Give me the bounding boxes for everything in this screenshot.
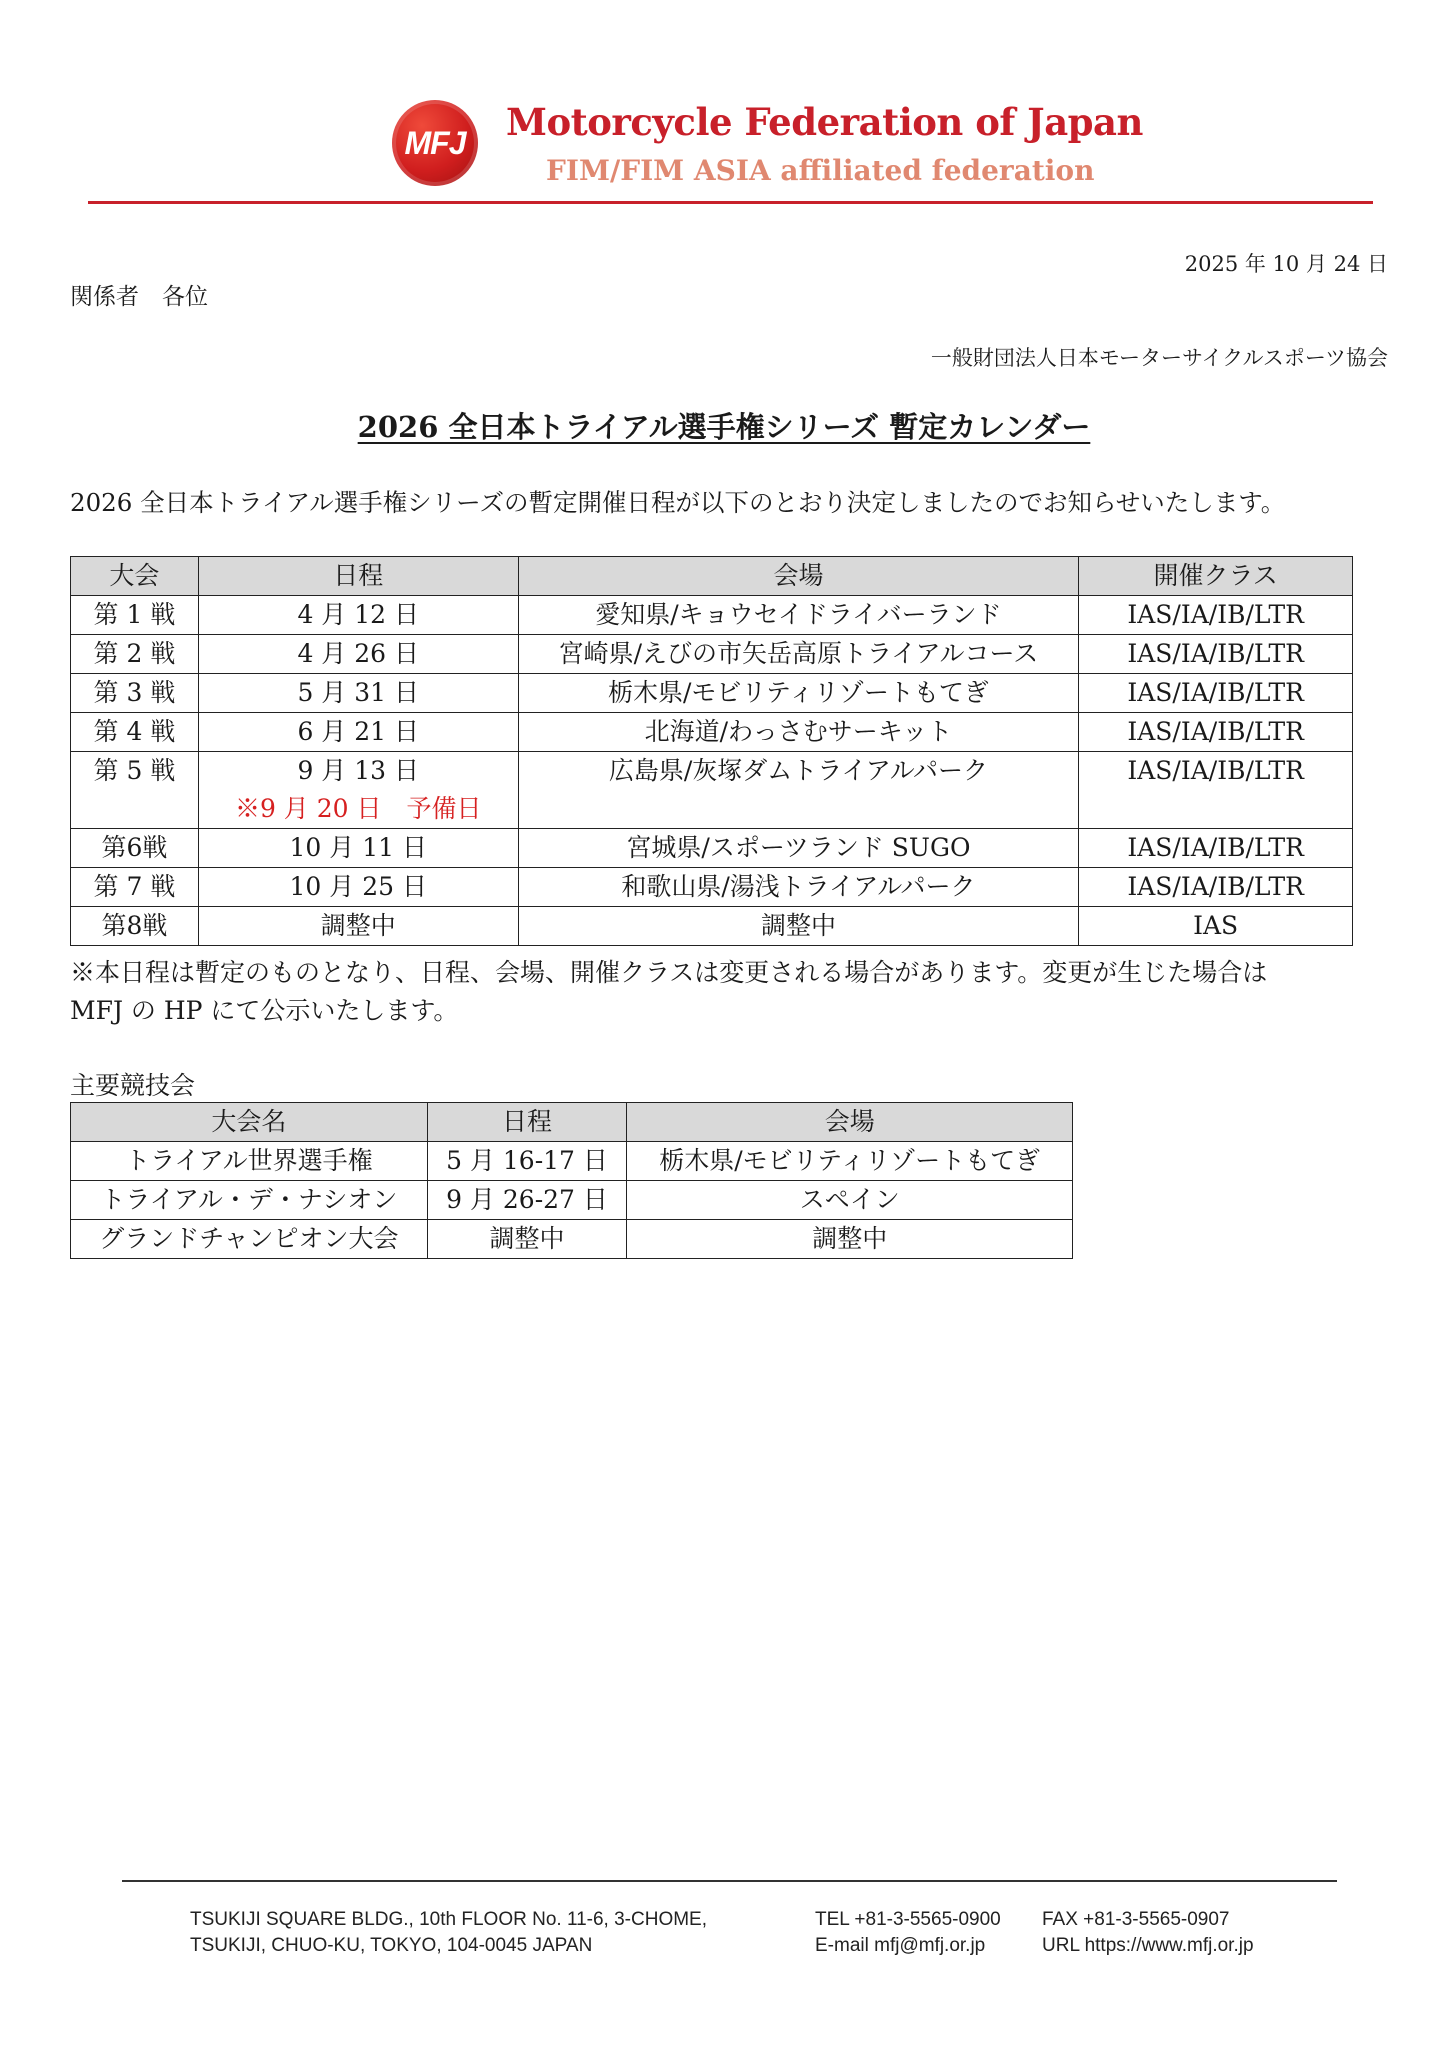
schedule-table xyxy=(70,556,1353,946)
date-cell: 調整中 xyxy=(198,907,518,946)
mfj-logo xyxy=(392,100,478,186)
classes-cell: IAS/IA/IB/LTR xyxy=(1079,635,1353,674)
date-cell: 5 月 31 日 xyxy=(198,674,518,713)
date-cell xyxy=(198,752,518,829)
header-date: 日程 xyxy=(198,557,518,596)
table-row xyxy=(71,907,1353,946)
header-classes: 開催クラス xyxy=(1079,557,1353,596)
venue-cell: 調整中 xyxy=(518,907,1079,946)
round-cell: 第 1 戦 xyxy=(71,596,199,635)
venue-cell: 愛知県/キョウセイドライバーランド xyxy=(518,596,1079,635)
footer-address-line1: TSUKIJI SQUARE BLDG., 10th FLOOR No. 11-6, 3-CHOME, xyxy=(190,1909,708,1930)
round-cell: 第 3 戦 xyxy=(71,674,199,713)
classes-cell: IAS/IA/IB/LTR xyxy=(1079,752,1353,829)
table-row xyxy=(71,868,1353,907)
venue-cell: スペイン xyxy=(627,1181,1073,1220)
page-title-text: 2026 全日本トライアル選手権シリーズ 暫定カレンダー xyxy=(357,410,1091,444)
date-cell: 4 月 26 日 xyxy=(198,635,518,674)
venue-cell: 調整中 xyxy=(627,1220,1073,1259)
venue-cell: 和歌山県/湯浅トライアルパーク xyxy=(518,868,1079,907)
venue-cell: 北海道/わっさむサーキット xyxy=(518,713,1079,752)
event-name-cell: トライアル・デ・ナシオン xyxy=(71,1181,428,1220)
page-title xyxy=(0,405,1448,446)
major-events-table xyxy=(70,1102,1073,1259)
venue-cell: 宮城県/スポーツランド SUGO xyxy=(518,829,1079,868)
event-name-cell: トライアル世界選手権 xyxy=(71,1142,428,1181)
letter-recipient: 関係者 各位 xyxy=(70,284,208,310)
table-row xyxy=(71,635,1353,674)
footer-divider xyxy=(122,1880,1337,1882)
classes-cell: IAS xyxy=(1079,907,1353,946)
table-row xyxy=(71,713,1353,752)
round-cell: 第8戦 xyxy=(71,907,199,946)
date-cell: 6 月 21 日 xyxy=(198,713,518,752)
classes-cell: IAS/IA/IB/LTR xyxy=(1079,868,1353,907)
date-cell: 4 月 12 日 xyxy=(198,596,518,635)
letter-sender: 一般財団法人日本モーターサイクルスポーツ協会 xyxy=(930,346,1388,370)
schedule-header-row xyxy=(71,557,1353,596)
classes-cell: IAS/IA/IB/LTR xyxy=(1079,596,1353,635)
letter-date: 2025 年 10 月 24 日 xyxy=(1184,252,1388,276)
intro-paragraph: 2026 全日本トライアル選手権シリーズの暫定開催日程が以下のとおり決定しましたのでお知らせいたします。 xyxy=(70,488,1286,517)
footer-url[interactable]: URL https://www.mfj.or.jp xyxy=(1042,1935,1254,1956)
round-cell: 第6戦 xyxy=(71,829,199,868)
logo-text: MFJ xyxy=(404,124,466,161)
org-name: Motorcycle Federation of Japan xyxy=(506,100,1143,144)
table-row xyxy=(71,1181,1073,1220)
venue-cell: 広島県/灰塚ダムトライアルパーク xyxy=(518,752,1079,829)
event-name-cell: グランドチャンピオン大会 xyxy=(71,1220,428,1259)
table-row xyxy=(71,1220,1073,1259)
major-header-row xyxy=(71,1103,1073,1142)
org-affiliation: FIM/FIM ASIA affiliated federation xyxy=(546,154,1095,187)
header-venue: 会場 xyxy=(627,1103,1073,1142)
table-row xyxy=(71,752,1353,829)
header-divider xyxy=(88,201,1373,204)
round-cell: 第 7 戦 xyxy=(71,868,199,907)
date-cell: 10 月 11 日 xyxy=(198,829,518,868)
date-cell: 10 月 25 日 xyxy=(198,868,518,907)
footer-email[interactable]: E-mail mfj@mfj.or.jp xyxy=(815,1935,986,1956)
header-venue: 会場 xyxy=(518,557,1079,596)
classes-cell: IAS/IA/IB/LTR xyxy=(1079,713,1353,752)
round-cell: 第 2 戦 xyxy=(71,635,199,674)
table-row xyxy=(71,829,1353,868)
venue-cell: 栃木県/モビリティリゾートもてぎ xyxy=(627,1142,1073,1181)
date-cell: 5 月 16-17 日 xyxy=(427,1142,627,1181)
venue-cell: 栃木県/モビリティリゾートもてぎ xyxy=(518,674,1079,713)
table-row xyxy=(71,1142,1073,1181)
header-event-name: 大会名 xyxy=(71,1103,428,1142)
table-row xyxy=(71,596,1353,635)
major-events-heading: 主要競技会 xyxy=(70,1071,196,1100)
round-cell: 第 5 戦 xyxy=(71,752,199,829)
date-cell: 調整中 xyxy=(427,1220,627,1259)
reserve-date-note: ※9 月 20 日 予備日 xyxy=(234,794,482,823)
classes-cell: IAS/IA/IB/LTR xyxy=(1079,674,1353,713)
date-value: 9 月 13 日 xyxy=(297,756,419,785)
schedule-note-line2: MFJ の HP にて公示いたします。 xyxy=(70,996,459,1025)
header-date: 日程 xyxy=(427,1103,627,1142)
footer-tel: TEL +81-3-5565-0900 xyxy=(815,1909,1001,1930)
header-round: 大会 xyxy=(71,557,199,596)
classes-cell: IAS/IA/IB/LTR xyxy=(1079,829,1353,868)
venue-cell: 宮崎県/えびの市矢岳高原トライアルコース xyxy=(518,635,1079,674)
date-cell: 9 月 26-27 日 xyxy=(427,1181,627,1220)
footer-fax: FAX +81-3-5565-0907 xyxy=(1042,1909,1230,1930)
table-row xyxy=(71,674,1353,713)
footer-address-line2: TSUKIJI, CHUO-KU, TOKYO, 104-0045 JAPAN xyxy=(190,1935,593,1956)
schedule-note-line1: ※本日程は暫定のものとなり、日程、会場、開催クラスは変更される場合があります。変更が生じた場合は xyxy=(70,958,1268,987)
round-cell: 第 4 戦 xyxy=(71,713,199,752)
